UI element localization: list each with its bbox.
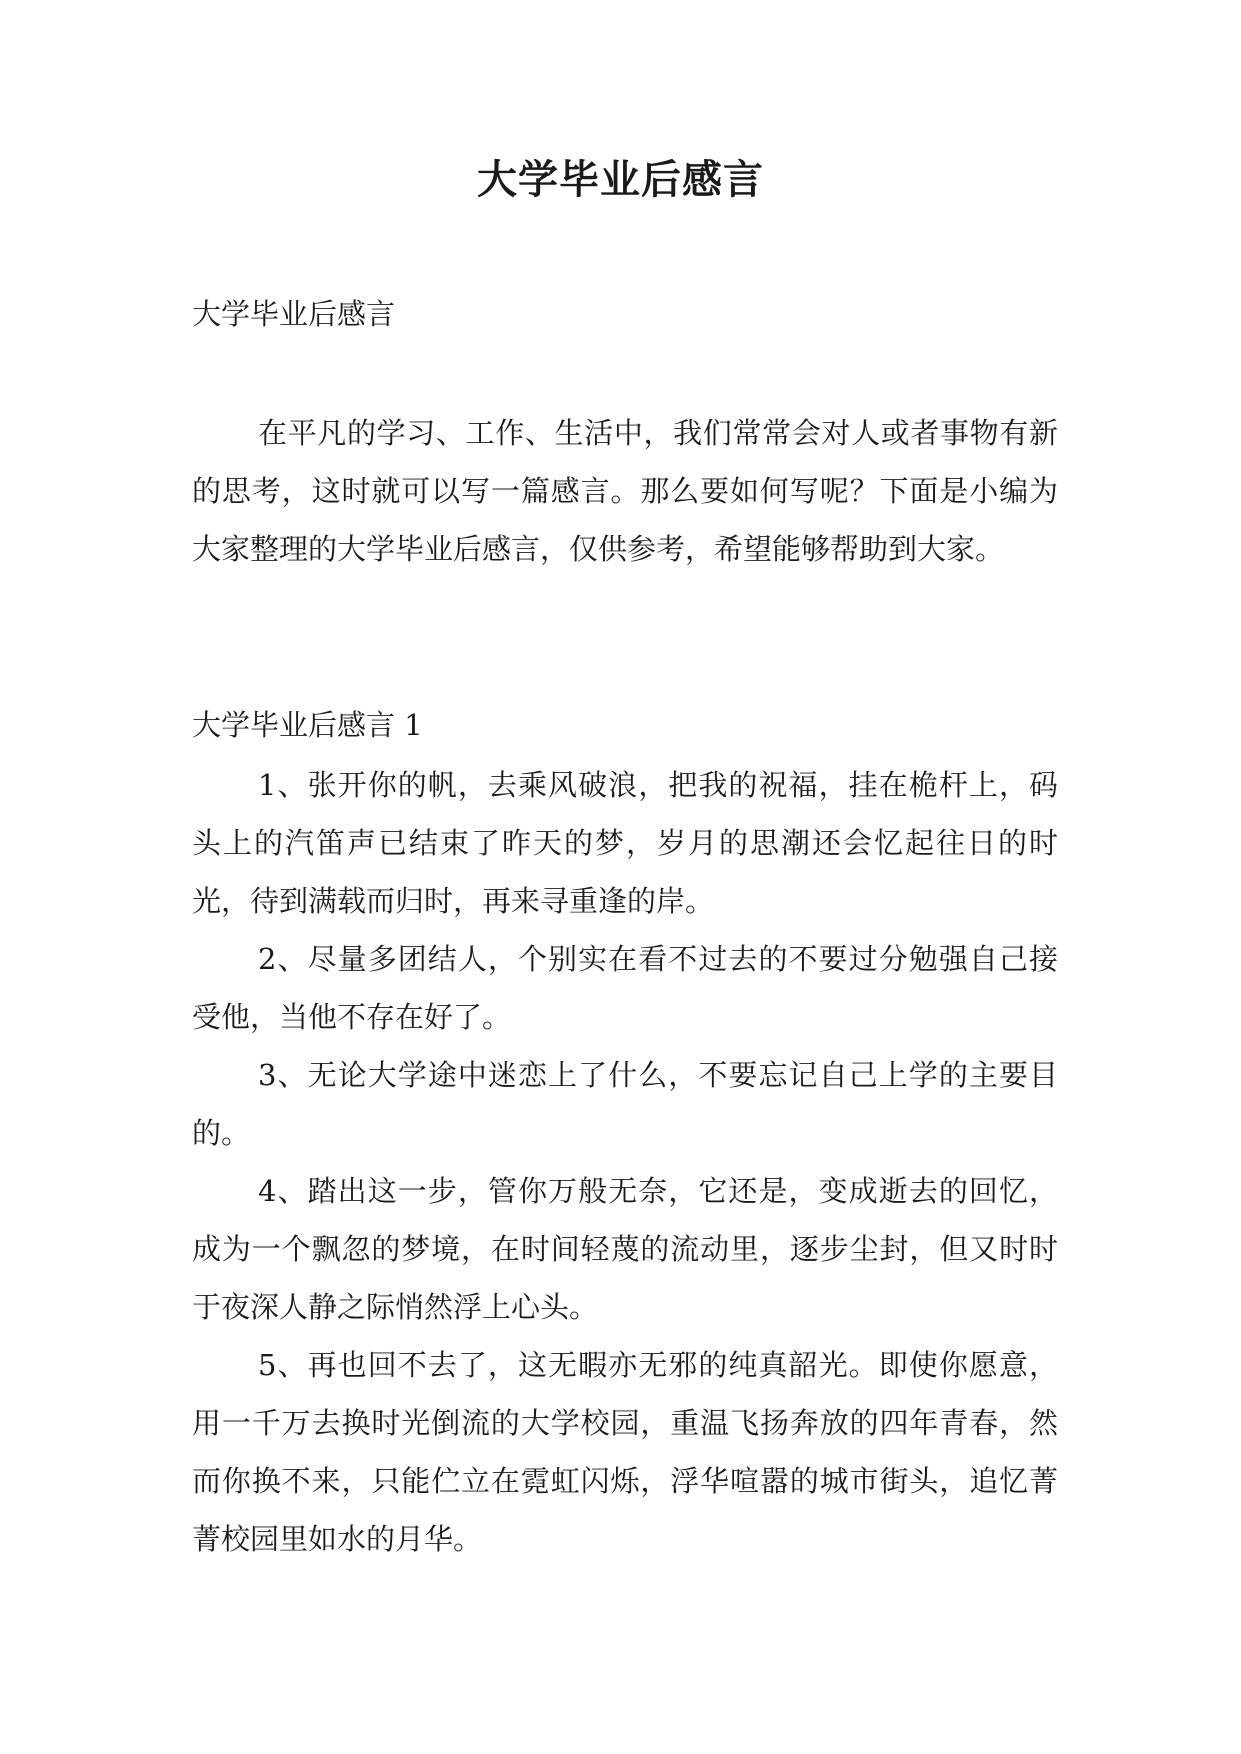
list-item: 2、尽量多团结人，个别实在看不过去的不要过分勉强自己接受他，当他不存在好了。 (192, 942, 1058, 1034)
list-item: 3、无论大学途中迷恋上了什么，不要忘记自己上学的主要目的。 (192, 1058, 1058, 1150)
list-item: 5、再也回不去了，这无暇亦无邪的纯真韶光。即使你愿意，用一千万去换时光倒流的大学校园，重温飞扬奔放的四年青春，然而你换不来，只能伫立在霓虹闪烁，浮华喧嚣的城市街头，追忆菁菁校园里如水的月华。 (192, 1348, 1058, 1556)
list-item: 1、张开你的帆，去乘风破浪，把我的祝福，挂在桅杆上，码头上的汽笛声已结束了昨天的梦，岁月的思潮还会忆起往日的时光，待到满载而归时，再来寻重逢的岸。 (192, 768, 1058, 918)
document-title: 大学毕业后感言 (477, 157, 764, 203)
saying-list (192, 756, 1058, 1568)
section-heading: 大学毕业后感言 1 (192, 708, 423, 742)
intro-paragraph: 在平凡的学习、工作、生活中，我们常常会对人或者事物有新的思考，这时就可以写一篇感言。那么要如何写呢？下面是小编为大家整理的大学毕业后感言，仅供参考，希望能够帮助到大家。 (192, 416, 1058, 566)
document-subtitle: 大学毕业后感言 (192, 297, 396, 331)
list-item: 4、踏出这一步，管你万般无奈，它还是，变成逝去的回忆，成为一个飘忽的梦境，在时间轻蔑的流动里，逐步尘封，但又时时于夜深人静之际悄然浮上心头。 (192, 1174, 1058, 1324)
